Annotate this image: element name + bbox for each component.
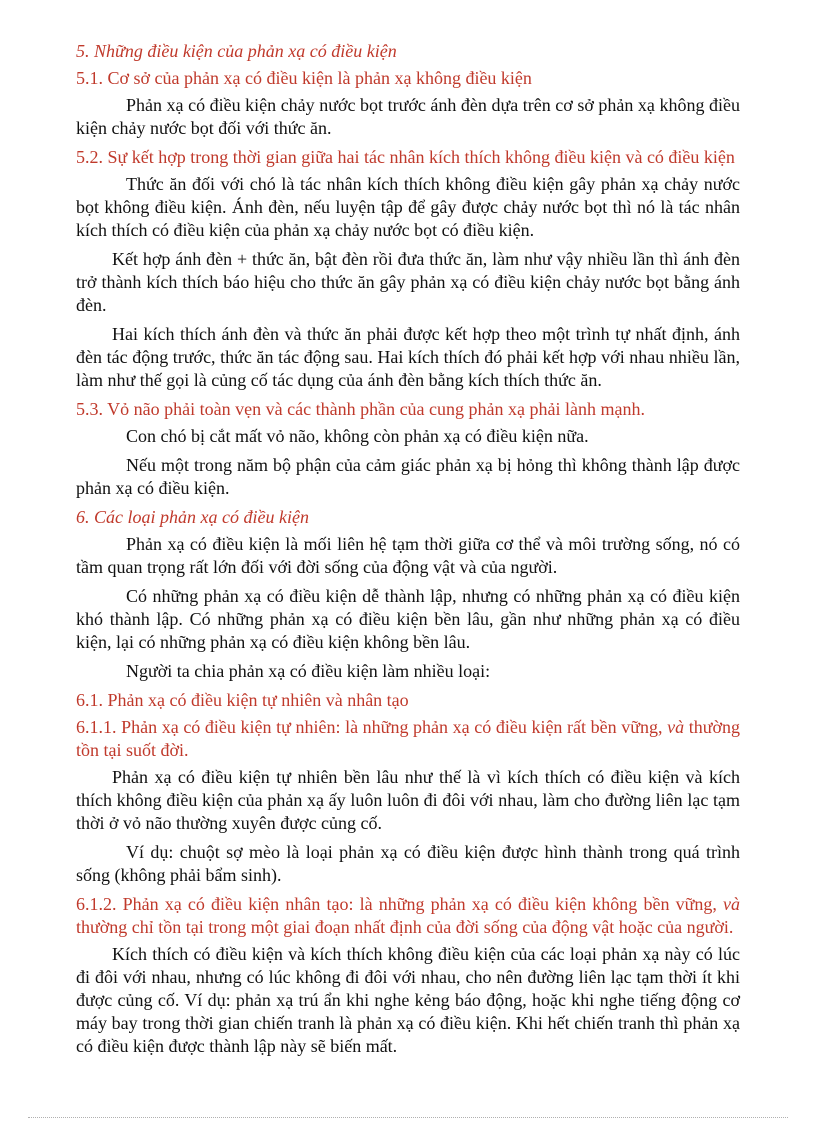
section-6-1-1-title-emphasis: và bbox=[667, 717, 685, 737]
section-6-1-title: 6.1. Phản xạ có điều kiện tự nhiên và nhân tạo bbox=[76, 690, 409, 710]
section-6-1-2-title-part-1: 6.1.2. Phản xạ có điều kiện nhân tạo: là những phản xạ có điều kiện không bền vững, bbox=[76, 894, 723, 914]
section-5-2-paragraph-2: Kết hợp ánh đèn + thức ăn, bật đèn rồi đưa thức ăn, làm như vậy nhiều lần thì ánh đèn trở thành kích thích báo hiệu cho thức ăn gây phản xạ có điều kiện chảy nước bọt bằng ánh đèn. bbox=[76, 249, 740, 315]
section-6-1-2-title-emphasis: và bbox=[723, 894, 740, 914]
section-5-3-paragraph-2: Nếu một trong năm bộ phận của cảm giác phản xạ bị hỏng thì không thành lập được phản xạ có điều kiện. bbox=[76, 455, 740, 498]
section-6-1-1-title-part-1: 6.1.1. Phản xạ có điều kiện tự nhiên: là những phản xạ có điều kiện rất bền vững, bbox=[76, 717, 668, 737]
section-5-3-title: 5.3. Vỏ não phải toàn vẹn và các thành phần của cung phản xạ phải lành mạnh. bbox=[76, 399, 645, 419]
section-6-1-2-title-part-2: thường chỉ tồn tại trong một giai đoạn nhất định của đời sống của động vật hoặc của người. bbox=[76, 917, 734, 937]
section-6-1-2-paragraph-1: Kích thích có điều kiện và kích thích không điều kiện của các loại phản xạ này có lúc đi đôi với nhau, nhưng có lúc không đi đôi với nhau, cho nên đường liên lạc tạm thời ít khi được củng cố. Ví dụ: phản xạ trú ẩn khi nghe kẻng báo động, hoặc khi nghe tiếng động cơ máy bay trong thời gian chiến tranh là phản xạ có điều kiện. Khi hết chiến tranh thì phản xạ có điều kiện được thành lập này sẽ biến mất. bbox=[76, 944, 740, 1056]
section-5-1-paragraph: Phản xạ có điều kiện chảy nước bọt trước ánh đèn dựa trên cơ sở phản xạ không điều kiện chảy nước bọt đối với thức ăn. bbox=[76, 95, 740, 138]
section-5-title: 5. Những điều kiện của phản xạ có điều kiện bbox=[76, 41, 397, 61]
section-5-3-paragraph-1: Con chó bị cắt mất vỏ não, không còn phản xạ có điều kiện nữa. bbox=[126, 426, 589, 446]
section-6-paragraph-1: Phản xạ có điều kiện là mối liên hệ tạm thời giữa cơ thể và môi trường sống, nó có tầm quan trọng rất lớn đối với đời sống của động vật và của người. bbox=[76, 534, 740, 577]
section-5-2-title: 5.2. Sự kết hợp trong thời gian giữa hai tác nhân kích thích không điều kiện và có điều kiện bbox=[76, 147, 735, 167]
section-6-1-1-paragraph-1: Phản xạ có điều kiện tự nhiên bền lâu như thế là vì kích thích có điều kiện và kích thích không điều kiện của phản xạ ấy luôn luôn đi đôi với nhau, làm cho đường liên lạc tạm thời ở vỏ não thường xuyên được củng cố. bbox=[76, 767, 740, 833]
section-6-title: 6. Các loại phản xạ có điều kiện bbox=[76, 507, 309, 527]
section-6-1-1-title-part-2: thường tồn tại suốt đời. bbox=[76, 717, 740, 760]
section-5-2-paragraph-3: Hai kích thích ánh đèn và thức ăn phải được kết hợp theo một trình tự nhất định, ánh đèn tác động trước, thức ăn tác động sau. Hai kích thích đó phải kết hợp với nhau nhiều lần, làm như thế gọi là củng cố tác dụng của ánh đèn bằng kích thích thức ăn. bbox=[76, 324, 740, 390]
section-6-paragraph-2: Có những phản xạ có điều kiện dễ thành lập, nhưng có những phản xạ có điều kiện khó thành lập. Có những phản xạ có điều kiện bền lâu, gần như những phản xạ có điều kiện, lại có những phản xạ có điều kiện không bền lâu. bbox=[76, 586, 740, 652]
section-5-2-paragraph-1: Thức ăn đối với chó là tác nhân kích thích không điều kiện gây phản xạ chảy nước bọt không điều kiện. Ánh đèn, nếu luyện tập để gây được chảy nước bọt thì nó là tác nhân kích thích có điều kiện của phản xạ chảy nước bọt có điều kiện. bbox=[76, 174, 740, 240]
section-6-paragraph-3: Người ta chia phản xạ có điều kiện làm nhiều loại: bbox=[126, 661, 491, 681]
page-bottom-divider bbox=[28, 1117, 788, 1118]
section-6-1-1-title bbox=[76, 716, 740, 762]
document-page bbox=[76, 40, 740, 1064]
section-5-1-title: 5.1. Cơ sở của phản xạ có điều kiện là phản xạ không điều kiện bbox=[76, 68, 532, 88]
section-6-1-2-title bbox=[76, 893, 740, 939]
section-6-1-1-paragraph-2: Ví dụ: chuột sợ mèo là loại phản xạ có điều kiện được hình thành trong quá trình sống (không phải bẩm sinh). bbox=[76, 842, 740, 885]
